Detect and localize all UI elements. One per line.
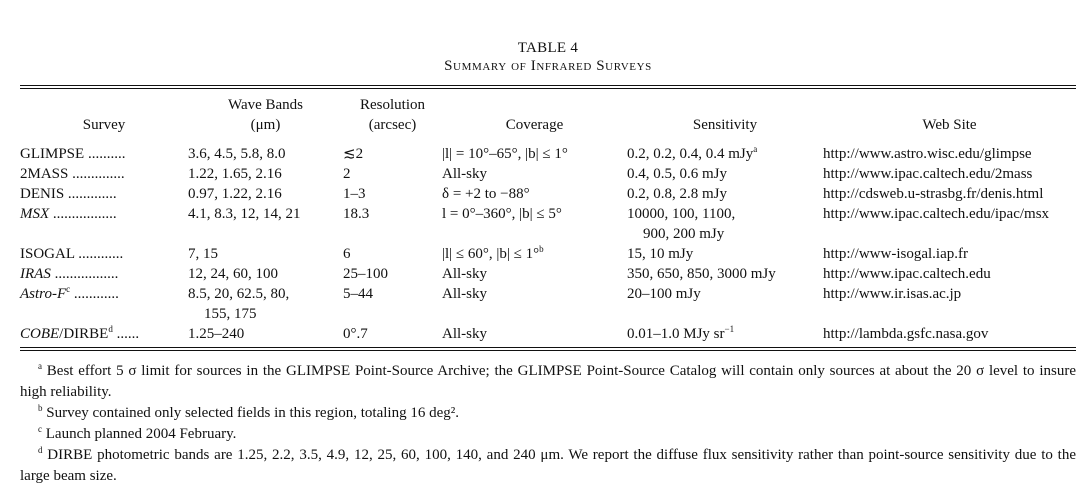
- cell-wave-bands: [188, 324, 343, 347]
- cell-wave-bands: [188, 264, 343, 284]
- footnote-mark: d: [38, 445, 43, 455]
- sensitivity-text: 0.2, 0.8, 2.8 mJy: [627, 186, 728, 202]
- cell-survey: [20, 204, 188, 244]
- cell-coverage: [442, 324, 627, 347]
- cell-wave-bands: [188, 139, 343, 164]
- header-survey: Survey: [82, 117, 126, 133]
- coverage-text: All-sky: [442, 166, 487, 182]
- header-row: [20, 89, 1076, 139]
- survey-name: 2MASS: [20, 166, 69, 182]
- cell-resolution: 1–3: [343, 186, 366, 202]
- sensitivity-text: 0.4, 0.5, 0.6 mJy: [627, 166, 728, 182]
- header-wave-bands: Wave Bands (μm): [227, 97, 304, 133]
- wave-bands-text: 1.22, 1.65, 2.16: [188, 166, 282, 182]
- footnote-text: Survey contained only selected fields in this region, totaling 16 deg².: [46, 405, 459, 421]
- table-row: [20, 139, 1076, 164]
- table-subtitle: Summary of Infrared Surveys: [444, 58, 652, 74]
- leader-dots: ..............: [68, 166, 125, 182]
- cell-survey: [20, 264, 188, 284]
- survey-name: Astro-F: [20, 286, 67, 302]
- cell-resolution: 2: [343, 166, 351, 182]
- cell-sensitivity: [627, 164, 823, 184]
- cell-website[interactable]: http://www-isogal.iap.fr: [823, 246, 968, 262]
- cell-resolution: 6: [343, 246, 351, 262]
- cell-sensitivity: [627, 324, 823, 347]
- cell-sensitivity: [627, 244, 823, 264]
- header-website: Web Site: [922, 117, 977, 133]
- table-row: [20, 204, 1076, 244]
- cell-coverage: [442, 244, 627, 264]
- sensitivity-text: 10000, 100, 1100,: [627, 206, 736, 222]
- footnote-text: Best effort 5 σ limit for sources in the GLIMPSE Point-Source Archive; the GLIMPSE Point-Source Catalog will contain only sources at about the 20 σ level to insure high reliability.: [20, 363, 1077, 400]
- cell-website[interactable]: http://www.ir.isas.ac.jp: [823, 286, 962, 302]
- leader-dots: ............: [74, 246, 124, 262]
- sensitivity-text: 0.2, 0.2, 0.4, 0.4 mJy: [627, 146, 754, 162]
- cell-coverage: [442, 164, 627, 184]
- surveys-table: [20, 89, 1076, 347]
- wave-bands-text: 12, 24, 60, 100: [188, 266, 278, 282]
- table-body: [20, 139, 1076, 347]
- wave-bands-text: 7, 15: [188, 246, 218, 262]
- cell-resolution: 25–100: [343, 266, 388, 282]
- cell-website[interactable]: http://www.ipac.caltech.edu: [823, 266, 991, 282]
- footnote-c: [20, 424, 1076, 445]
- table-notes: [20, 361, 1076, 487]
- cell-coverage: [442, 139, 627, 164]
- sensitivity-superscript: a: [753, 144, 758, 154]
- table-title: TABLE 4: [517, 40, 579, 56]
- survey-name: COBE/DIRBE: [20, 326, 109, 342]
- cell-coverage: [442, 204, 627, 244]
- leader-dots: .............: [64, 186, 117, 202]
- table-row: [20, 244, 1076, 264]
- cell-wave-bands: [188, 164, 343, 184]
- sensitivity-text: 0.01–1.0 MJy sr: [627, 326, 725, 342]
- cell-survey: [20, 184, 188, 204]
- cell-website[interactable]: http://lambda.gsfc.nasa.gov: [823, 326, 989, 342]
- sensitivity-continued: 900, 200 mJy: [643, 226, 725, 242]
- cell-sensitivity: [627, 184, 823, 204]
- cell-survey: [20, 284, 188, 324]
- leader-dots: ......: [112, 326, 140, 342]
- survey-name: IRAS: [20, 266, 51, 282]
- cell-coverage: [442, 184, 627, 204]
- cell-sensitivity: [627, 204, 823, 244]
- cell-website[interactable]: http://www.ipac.caltech.edu/ipac/msx: [823, 206, 1050, 222]
- cell-coverage: [442, 264, 627, 284]
- header-coverage: Coverage: [505, 117, 564, 133]
- leader-dots: ............: [70, 286, 119, 302]
- header-sensitivity: Sensitivity: [692, 117, 758, 133]
- footnote-a: [20, 361, 1076, 403]
- survey-footnote-mark: d: [108, 324, 113, 334]
- footnote-mark: b: [38, 403, 43, 413]
- cell-sensitivity: [627, 139, 823, 164]
- cell-wave-bands: [188, 184, 343, 204]
- cell-survey: [20, 244, 188, 264]
- survey-footnote-mark: c: [66, 284, 71, 294]
- footnote-b: [20, 403, 1076, 424]
- wave-bands-text: 4.1, 8.3, 12, 14, 21: [188, 206, 301, 222]
- table-row: [20, 164, 1076, 184]
- survey-name: GLIMPSE: [20, 146, 85, 162]
- cell-coverage: [442, 284, 627, 324]
- wave-bands-text: 0.97, 1.22, 2.16: [188, 186, 282, 202]
- cell-resolution: 5–44: [343, 286, 373, 302]
- footnote-mark: c: [38, 424, 42, 434]
- table-row: [20, 184, 1076, 204]
- footnote-text: DIRBE photometric bands are 1.25, 2.2, 3.5, 4.9, 12, 25, 60, 100, 140, and 240 μm. We report the diffuse flux sensitivity rather than point-source sensitivity due to the large beam size.: [20, 447, 1076, 484]
- coverage-text: |l| = 10°–65°, |b| ≤ 1°: [442, 146, 568, 162]
- cell-website[interactable]: http://www.astro.wisc.edu/glimpse: [823, 146, 1032, 162]
- wave-bands-continued: 155, 175: [204, 306, 257, 322]
- survey-name: MSX: [20, 206, 50, 222]
- survey-name: DENIS: [20, 186, 65, 202]
- survey-name: ISOGAL: [20, 246, 75, 262]
- footnote-d: [20, 445, 1076, 487]
- sensitivity-superscript: −1: [724, 324, 735, 334]
- wave-bands-text: 8.5, 20, 62.5, 80,: [188, 286, 290, 302]
- coverage-text: All-sky: [442, 326, 487, 342]
- bottom-double-rule: [20, 347, 1076, 351]
- cell-survey: [20, 139, 188, 164]
- leader-dots: ..........: [84, 146, 126, 162]
- coverage-text: δ = +2 to −88°: [442, 186, 530, 202]
- header-resolution: Resolution (arcsec): [359, 97, 425, 133]
- wave-bands-text: 3.6, 4.5, 5.8, 8.0: [188, 146, 286, 162]
- footnote-text: Launch planned 2004 February.: [45, 426, 237, 442]
- cell-wave-bands: [188, 284, 343, 324]
- sensitivity-text: 15, 10 mJy: [627, 246, 694, 262]
- cell-survey: [20, 164, 188, 184]
- cell-resolution: 0°.7: [343, 326, 368, 342]
- sensitivity-text: 350, 650, 850, 3000 mJy: [627, 266, 776, 282]
- coverage-text: |l| ≤ 60°, |b| ≤ 1°: [442, 246, 540, 262]
- leader-dots: .................: [50, 266, 119, 282]
- cell-website[interactable]: http://www.ipac.caltech.edu/2mass: [823, 166, 1033, 182]
- cell-wave-bands: [188, 204, 343, 244]
- cell-sensitivity: [627, 264, 823, 284]
- coverage-footnote-mark: b: [539, 244, 544, 254]
- table-row: [20, 264, 1076, 284]
- coverage-text: All-sky: [442, 286, 487, 302]
- leader-dots: .................: [49, 206, 117, 222]
- sensitivity-text: 20–100 mJy: [627, 286, 701, 302]
- table-container: [20, 0, 1076, 487]
- table-row: [20, 324, 1076, 347]
- cell-wave-bands: [188, 244, 343, 264]
- cell-resolution: ≲2: [343, 146, 364, 162]
- coverage-text: All-sky: [442, 266, 487, 282]
- cell-sensitivity: [627, 284, 823, 324]
- table-row: [20, 284, 1076, 324]
- footnote-mark: a: [38, 361, 42, 371]
- cell-resolution: 18.3: [343, 206, 370, 222]
- coverage-text: l = 0°–360°, |b| ≤ 5°: [442, 206, 562, 222]
- cell-survey: [20, 324, 188, 347]
- cell-website[interactable]: http://cdsweb.u-strasbg.fr/denis.html: [823, 186, 1044, 202]
- wave-bands-text: 1.25–240: [188, 326, 245, 342]
